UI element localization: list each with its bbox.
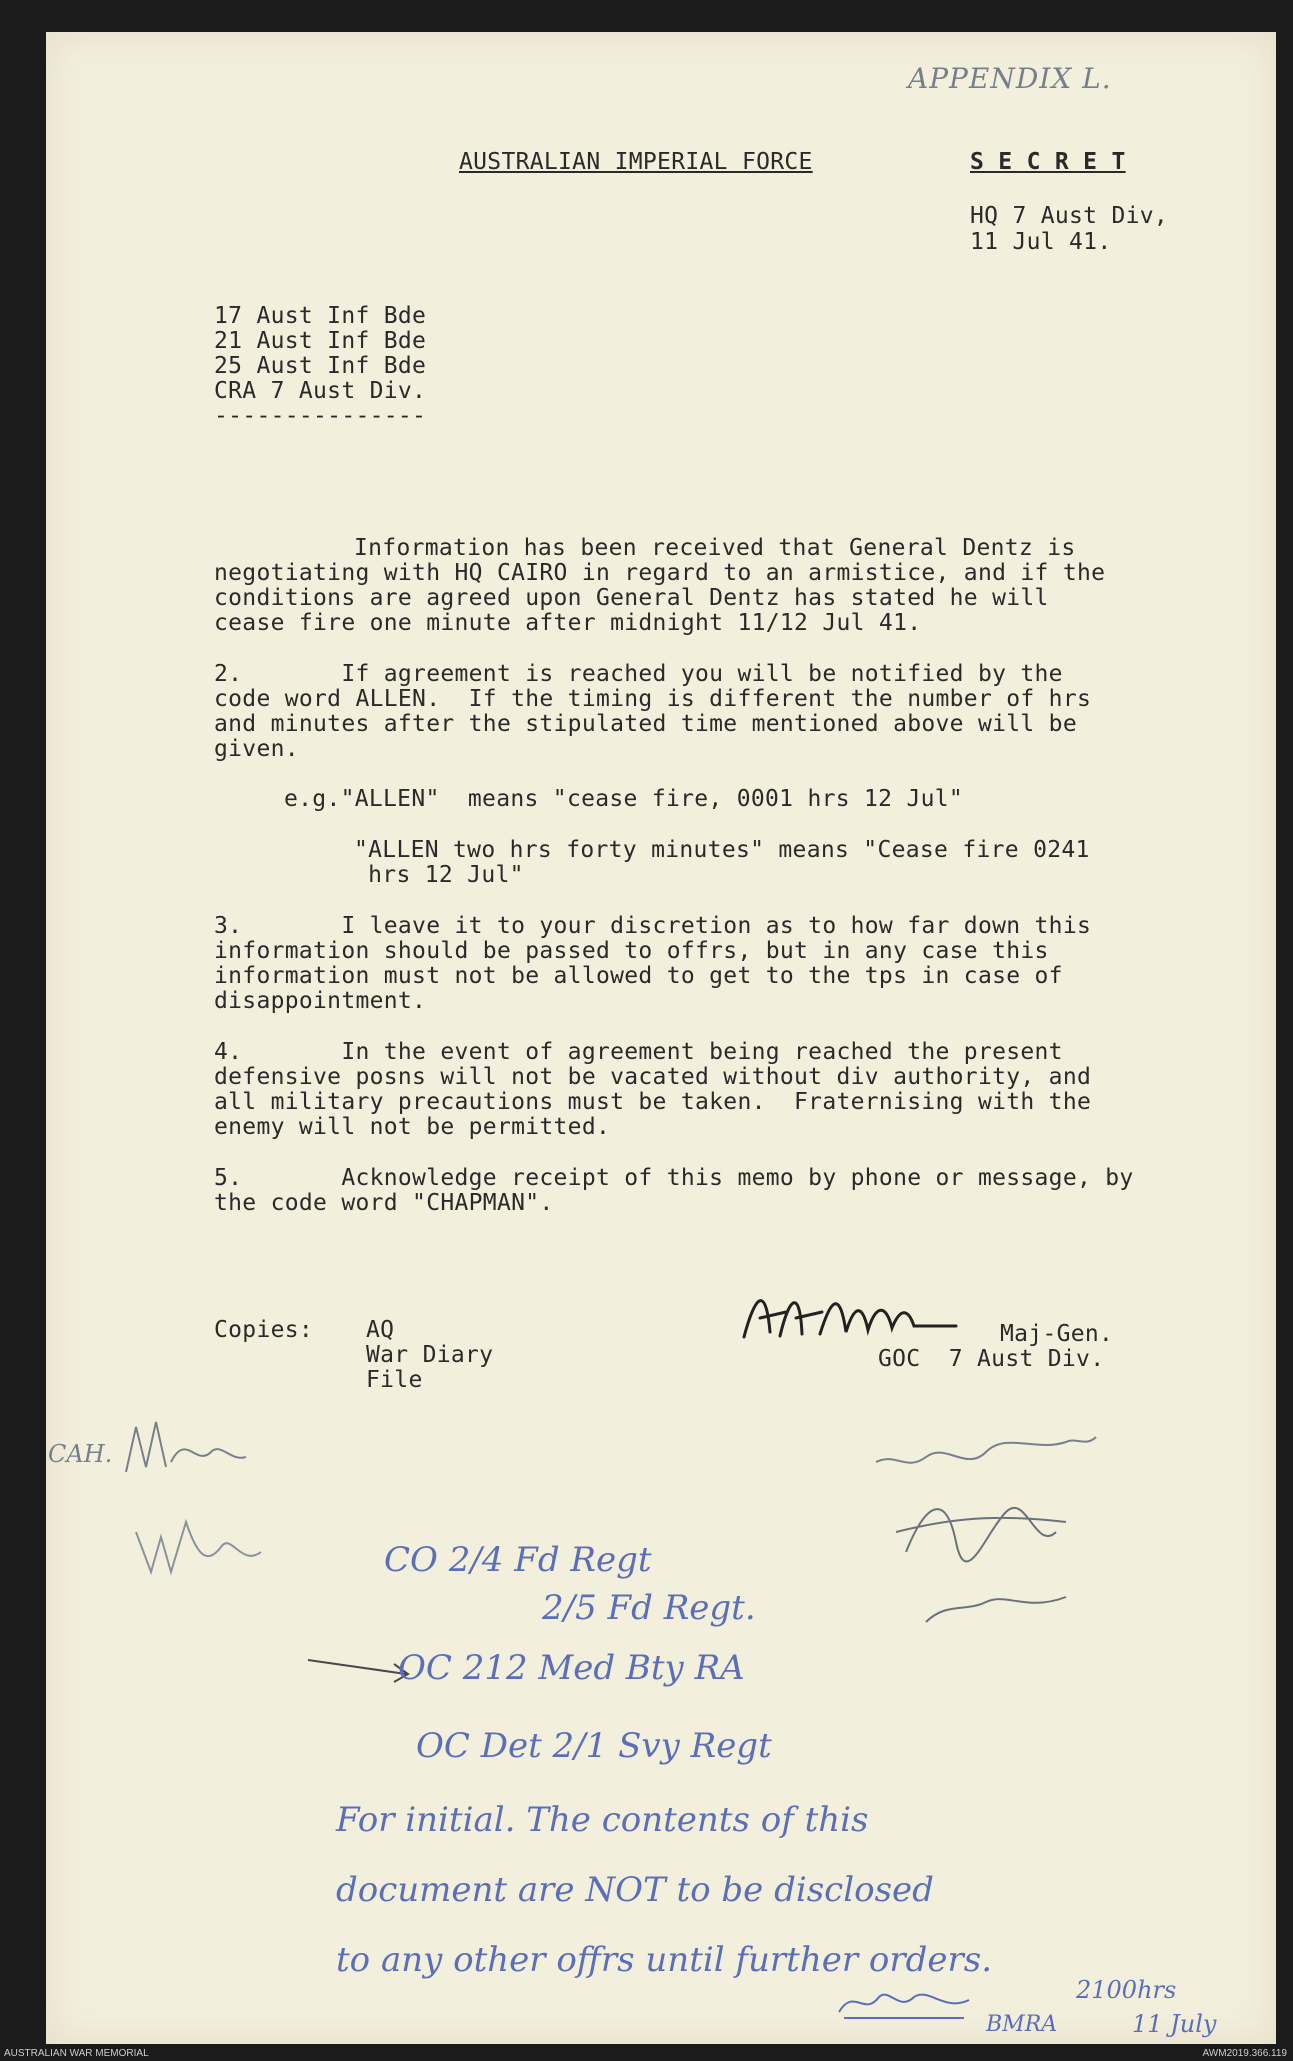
text-line: 4. In the event of agreement being reached the present xyxy=(214,1039,1063,1065)
example-line: hrs 12 Jul" xyxy=(354,862,524,888)
text-line: information should be passed to offrs, but in any case this xyxy=(214,938,1049,964)
officer-signature xyxy=(834,1982,974,2022)
text-line: defensive posns will not be vacated without div authority, and xyxy=(214,1064,1092,1090)
routing-line: OC Det 2/1 Svy Regt xyxy=(416,1726,772,1766)
initials-scribble xyxy=(116,1412,256,1482)
text-line: all military precautions must be taken. Fraternising with the xyxy=(214,1089,1092,1115)
signatory-rank: Maj-Gen. xyxy=(1000,1321,1114,1347)
appendix-label: APPENDIX L. xyxy=(908,62,1112,95)
copies-label: Copies: xyxy=(214,1317,314,1343)
text-line: enemy will not be permitted. xyxy=(214,1114,611,1140)
text-line: Information has been received that General Dentz is xyxy=(354,535,1076,561)
text-line: disappointment. xyxy=(214,988,427,1014)
handwritten-initials: CAH. xyxy=(48,1440,113,1468)
addressee-item: 17 Aust Inf Bde xyxy=(214,303,427,329)
addressee-rule: --------------- xyxy=(214,403,427,429)
text-line: 3. I leave it to your discretion as to how far down this xyxy=(214,913,1092,939)
text-line: the code word "CHAPMAN". xyxy=(214,1190,554,1216)
handwritten-note-line: document are NOT to be disclosed xyxy=(336,1870,934,1910)
classification-label: S E C R E T xyxy=(970,149,1126,175)
addressee-item: 25 Aust Inf Bde xyxy=(214,353,427,379)
example-line: "ALLEN two hrs forty minutes" means "Cease fire 0241 xyxy=(354,837,1090,863)
example-line: e.g."ALLEN" means "cease fire, 0001 hrs 12 Jul" xyxy=(284,786,964,812)
copies-item: File xyxy=(366,1367,423,1393)
signature-mark xyxy=(736,1282,996,1352)
text-line: and minutes after the stipulated time mentioned above will be xyxy=(214,711,1077,737)
text-line: cease fire one minute after midnight 11/12 Jul 41. xyxy=(214,610,922,636)
org-heading: AUSTRALIAN IMPERIAL FORCE xyxy=(459,149,813,175)
handwritten-note-line: For initial. The contents of this xyxy=(336,1800,869,1840)
text-line: conditions are agreed upon General Dentz has stated he will xyxy=(214,585,1049,611)
handwritten-unit: BMRA xyxy=(986,2012,1058,2037)
document-page xyxy=(46,32,1276,2044)
footer-accession: AWM2019.366.119 xyxy=(1202,2048,1287,2059)
text-line: information must not be allowed to get to the tps in case of xyxy=(214,963,1063,989)
sender-line: HQ 7 Aust Div, xyxy=(970,203,1169,229)
footer-credit: AUSTRALIAN WAR MEMORIAL xyxy=(4,2048,149,2059)
text-line: code word ALLEN. If the timing is different the number of hrs xyxy=(214,686,1092,712)
handwritten-time: 2100hrs xyxy=(1076,1976,1177,2004)
text-line: 5. Acknowledge receipt of this memo by phone or message, by xyxy=(214,1165,1134,1191)
copies-item: AQ xyxy=(366,1317,395,1343)
text-line: negotiating with HQ CAIRO in regard to an armistice, and if the xyxy=(214,560,1106,586)
date-line: 11 Jul 41. xyxy=(970,229,1112,255)
text-line: 2. If agreement is reached you will be notified by the xyxy=(214,661,1063,687)
handwritten-note-line: to any other offrs until further orders. xyxy=(336,1940,993,1980)
routing-line: 2/5 Fd Regt. xyxy=(542,1588,756,1628)
handwritten-date: 11 July xyxy=(1132,2010,1217,2038)
signatory-title: GOC 7 Aust Div. xyxy=(878,1346,1105,1372)
signatures-scribble xyxy=(866,1412,1106,1632)
copies-item: War Diary xyxy=(366,1342,494,1368)
initials-scribble xyxy=(126,1512,276,1582)
routing-line: OC 212 Med Bty RA xyxy=(398,1648,745,1688)
routing-line: CO 2/4 Fd Regt xyxy=(384,1540,652,1580)
addressee-item: CRA 7 Aust Div. xyxy=(214,378,427,404)
addressee-item: 21 Aust Inf Bde xyxy=(214,328,427,354)
text-line: given. xyxy=(214,736,299,762)
